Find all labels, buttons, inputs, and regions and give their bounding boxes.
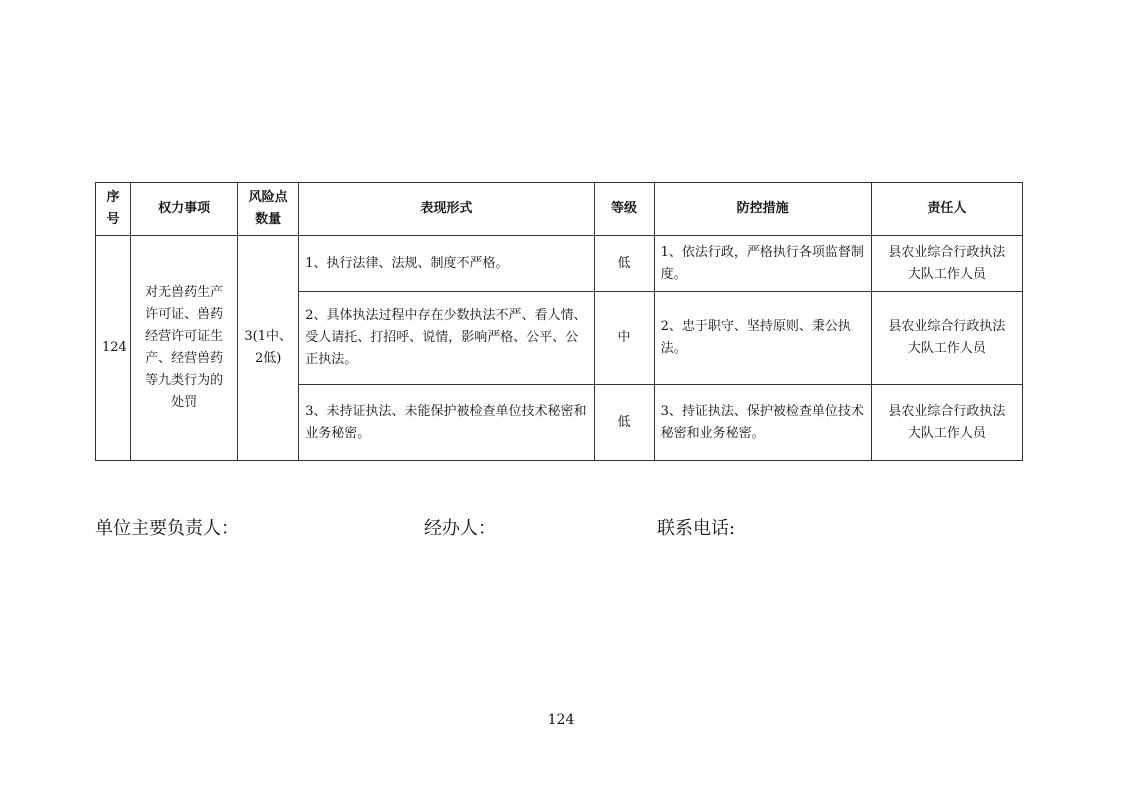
header-seq: 序号 bbox=[96, 183, 131, 236]
cell-risk-count: 3(1中、2低) bbox=[238, 236, 299, 461]
table-row bbox=[96, 236, 1023, 292]
risk-table bbox=[95, 182, 1023, 461]
cell-level: 低 bbox=[594, 385, 654, 461]
header-level: 等级 bbox=[594, 183, 654, 236]
header-risk-count: 风险点数量 bbox=[238, 183, 299, 236]
cell-form: 1、执行法律、法规、制度不严格。 bbox=[299, 236, 594, 292]
header-item: 权力事项 bbox=[131, 183, 238, 236]
cell-person: 县农业综合行政执法大队工作人员 bbox=[871, 236, 1022, 292]
handler-signature-label: 经办人： bbox=[424, 518, 496, 539]
cell-measure: 3、持证执法、保护被检查单位技术秘密和业务秘密。 bbox=[654, 385, 871, 461]
cell-form: 2、具体执法过程中存在少数执法不严、看人情、受人请托、打招呼、说情，影响严格、公平、公正执法。 bbox=[299, 292, 594, 385]
cell-seq: 124 bbox=[96, 236, 131, 461]
cell-person: 县农业综合行政执法大队工作人员 bbox=[871, 292, 1022, 385]
header-row bbox=[96, 183, 1023, 236]
page-number: 124 bbox=[547, 712, 575, 728]
header-measures: 防控措施 bbox=[654, 183, 871, 236]
cell-measure: 1、依法行政，严格执行各项监督制度。 bbox=[654, 236, 871, 292]
cell-level: 低 bbox=[594, 236, 654, 292]
header-form: 表现形式 bbox=[299, 183, 594, 236]
cell-form: 3、未持证执法、未能保护被检查单位技术秘密和业务秘密。 bbox=[299, 385, 594, 461]
cell-person: 县农业综合行政执法大队工作人员 bbox=[871, 385, 1022, 461]
header-person: 责任人 bbox=[871, 183, 1022, 236]
phone-label: 联系电话: bbox=[657, 518, 736, 539]
cell-item: 对无兽药生产许可证、兽药经营许可证生产、经营兽药等九类行为的处罚 bbox=[131, 236, 238, 461]
cell-level: 中 bbox=[594, 292, 654, 385]
cell-measure: 2、忠于职守、坚持原则、秉公执法。 bbox=[654, 292, 871, 385]
unit-head-signature-label: 单位主要负责人： bbox=[95, 518, 239, 539]
